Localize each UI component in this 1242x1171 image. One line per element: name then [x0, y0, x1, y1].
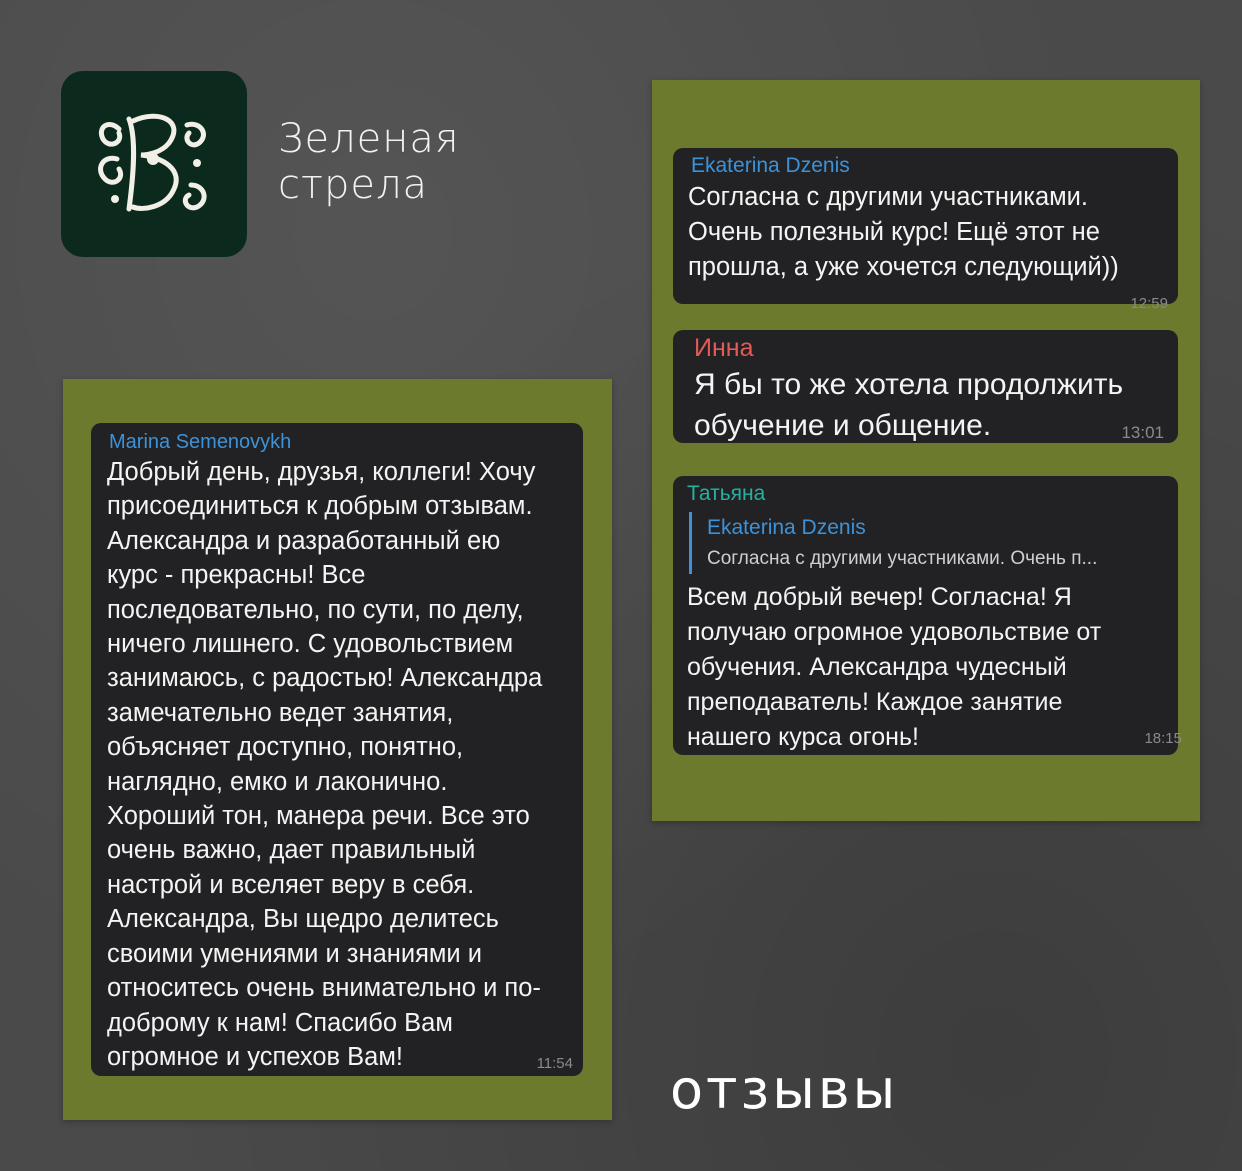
message-time: 12:59 — [1130, 295, 1168, 312]
brand-name-line1: Зеленая — [278, 116, 460, 162]
brand-logo — [61, 71, 247, 257]
review-message-ekaterina — [673, 148, 1178, 312]
review-message-marina — [91, 423, 583, 1076]
message-text: Я бы то же хотела продолжить обучение и общение. — [694, 368, 1124, 442]
message-author: Marina Semenovykh — [109, 431, 292, 453]
message-author: Татьяна — [687, 482, 766, 505]
reply-text: Согласна с другими участниками. Очень п... — [707, 548, 1098, 569]
message-author: Инна — [694, 334, 754, 362]
reply-quote — [689, 512, 1178, 574]
monogram-icon — [89, 99, 219, 229]
section-title: отзывы — [670, 1058, 899, 1121]
reply-author: Ekaterina Dzenis — [707, 516, 866, 539]
message-time: 13:01 — [1121, 423, 1164, 442]
message-text: Всем добрый вечер! Согласна! Я получаю огромное удовольствие от обучения. Александра чудесный преподаватель! Каждое занятие нашего курса огонь! — [687, 583, 1102, 751]
message-time: 18:15 — [1144, 730, 1182, 747]
brand-name-line2: стрела — [278, 162, 429, 208]
message-text: Согласна с другими участниками. Очень полезный курс! Ещё этот не прошла, а уже хочется следующий)) — [688, 183, 1119, 281]
review-message-tatyana — [673, 476, 1182, 755]
brand-name — [278, 116, 460, 208]
message-text: Добрый день, друзья, коллеги! Хочу присоединиться к добрым отзывам. Александра и разработанный ею курс - прекрасны! Все последовательно, по сути, по делу, ничего лишнего. С удовольствием занимаюсь, с радостью! Александра замечательно ведет занятия, объясняет доступно, понятно, наглядно, емко и лаконично. Хороший тон, манера речи. Все это очень важно, дает правильный настрой и вселяет веру в себя. Александра, Вы щедро делитесь своими умениями и знаниями и относитесь очень внимательно и по- доброму к нам! Спасибо Вам огромное и успехов Вам! — [107, 458, 543, 1071]
message-time: 11:54 — [536, 1055, 573, 1072]
review-message-inna — [673, 330, 1178, 443]
message-author: Ekaterina Dzenis — [691, 154, 850, 177]
